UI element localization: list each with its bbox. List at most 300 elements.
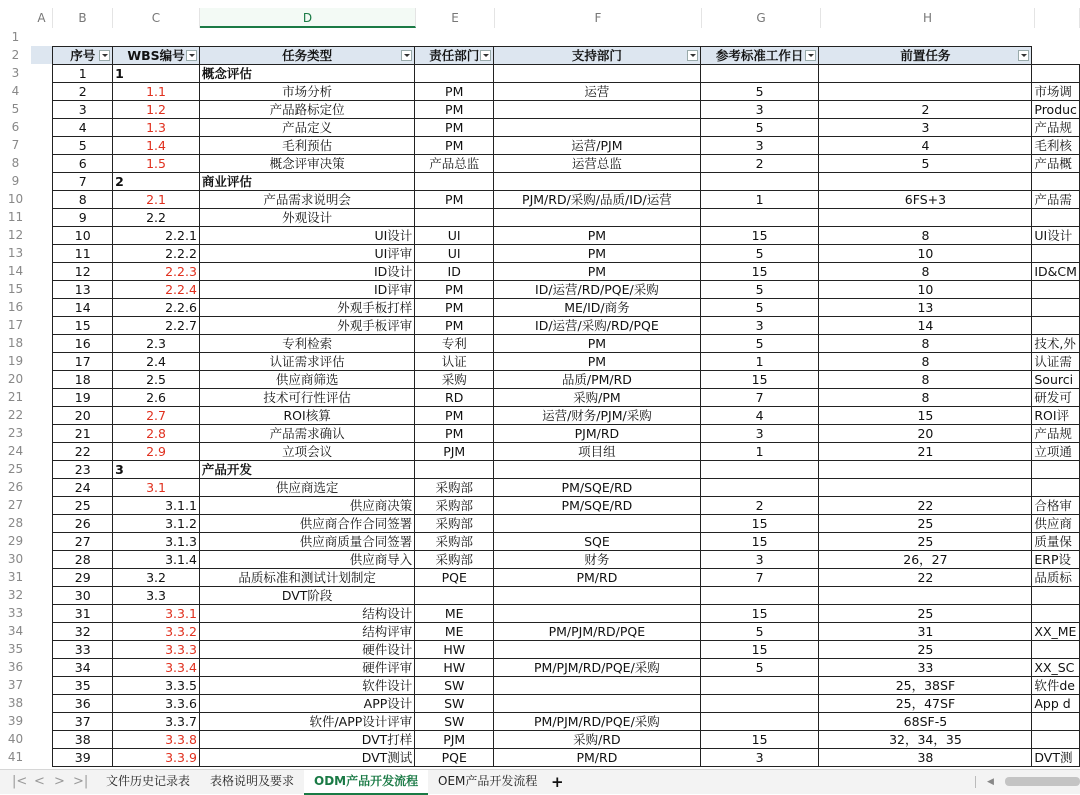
owner-cell[interactable]: PM bbox=[415, 316, 494, 334]
predecessor-cell[interactable]: 22 bbox=[819, 496, 1032, 514]
support-cell[interactable]: PM/PJM/RD/PQE/采购 bbox=[494, 712, 701, 730]
predecessor-cell[interactable]: 2 bbox=[819, 100, 1032, 118]
header-cell-std-workdays[interactable] bbox=[700, 46, 819, 64]
predecessor-cell[interactable]: 26，27 bbox=[819, 550, 1032, 568]
days-cell[interactable]: 5 bbox=[700, 334, 819, 352]
row-number[interactable]: 26 bbox=[7, 480, 24, 494]
days-cell[interactable]: 15 bbox=[700, 640, 819, 658]
seq-cell[interactable]: 6 bbox=[53, 154, 113, 172]
sheet-tab-file-history[interactable]: 文件历史记录表 bbox=[106, 774, 191, 788]
empty-cell[interactable] bbox=[31, 82, 53, 100]
support-cell[interactable] bbox=[494, 676, 701, 694]
task-cell[interactable]: UI评审 bbox=[199, 244, 414, 262]
row-number[interactable]: 35 bbox=[7, 642, 24, 656]
column-letter[interactable] bbox=[1035, 8, 1080, 28]
extra-cell[interactable]: 供应商 bbox=[1032, 514, 1080, 532]
owner-cell[interactable]: PQE bbox=[415, 568, 494, 586]
seq-cell[interactable]: 8 bbox=[53, 190, 113, 208]
predecessor-cell[interactable]: 8 bbox=[819, 226, 1032, 244]
empty-cell[interactable] bbox=[31, 226, 53, 244]
days-cell[interactable]: 15 bbox=[700, 532, 819, 550]
task-cell[interactable]: ID设计 bbox=[199, 262, 414, 280]
empty-cell[interactable] bbox=[31, 640, 53, 658]
wbs-cell[interactable]: 2.2.3 bbox=[113, 262, 200, 280]
prev-sheet-nav-icon[interactable]: < bbox=[34, 774, 45, 789]
predecessor-cell[interactable]: 5 bbox=[819, 154, 1032, 172]
seq-cell[interactable]: 10 bbox=[53, 226, 113, 244]
days-cell[interactable]: 3 bbox=[700, 550, 819, 568]
support-cell[interactable]: 财务 bbox=[494, 550, 701, 568]
scroll-divider[interactable] bbox=[975, 776, 976, 788]
owner-cell[interactable]: PM bbox=[415, 298, 494, 316]
wbs-cell[interactable]: 3.3.5 bbox=[113, 676, 200, 694]
wbs-cell[interactable]: 3.3.3 bbox=[113, 640, 200, 658]
wbs-cell[interactable]: 2.2.6 bbox=[113, 298, 200, 316]
row-number[interactable]: 28 bbox=[7, 516, 24, 530]
task-cell[interactable]: 硬件设计 bbox=[199, 640, 414, 658]
empty-cell[interactable] bbox=[31, 46, 53, 64]
support-cell[interactable]: PJM/RD bbox=[494, 424, 701, 442]
empty-cell[interactable] bbox=[31, 406, 53, 424]
wbs-cell[interactable]: 2.7 bbox=[113, 406, 200, 424]
owner-cell[interactable]: PJM bbox=[415, 730, 494, 748]
extra-cell[interactable] bbox=[1032, 640, 1080, 658]
support-cell[interactable]: PM bbox=[494, 334, 701, 352]
days-cell[interactable]: 5 bbox=[700, 118, 819, 136]
predecessor-cell[interactable] bbox=[819, 64, 1032, 82]
owner-cell[interactable]: ID bbox=[415, 262, 494, 280]
row-number[interactable]: 39 bbox=[7, 714, 24, 728]
seq-cell[interactable]: 13 bbox=[53, 280, 113, 298]
task-cell[interactable]: 硬件评审 bbox=[199, 658, 414, 676]
extra-cell[interactable] bbox=[1032, 280, 1080, 298]
empty-cell[interactable] bbox=[31, 172, 53, 190]
seq-cell[interactable]: 33 bbox=[53, 640, 113, 658]
support-cell[interactable]: 项目组 bbox=[494, 442, 701, 460]
support-cell[interactable] bbox=[494, 100, 701, 118]
wbs-cell[interactable]: 3.3.6 bbox=[113, 694, 200, 712]
seq-cell[interactable]: 21 bbox=[53, 424, 113, 442]
row-number[interactable]: 31 bbox=[7, 570, 24, 584]
predecessor-cell[interactable] bbox=[819, 478, 1032, 496]
column-letter[interactable]: D bbox=[200, 8, 416, 28]
wbs-cell[interactable]: 3.3.9 bbox=[113, 748, 200, 766]
owner-cell[interactable]: HW bbox=[415, 640, 494, 658]
extra-cell[interactable] bbox=[1032, 244, 1080, 262]
seq-cell[interactable]: 38 bbox=[53, 730, 113, 748]
owner-cell[interactable]: UI bbox=[415, 244, 494, 262]
seq-cell[interactable]: 19 bbox=[53, 388, 113, 406]
owner-cell[interactable]: PM bbox=[415, 406, 494, 424]
days-cell[interactable]: 5 bbox=[700, 622, 819, 640]
task-cell[interactable]: 专利检索 bbox=[199, 334, 414, 352]
predecessor-cell[interactable]: 10 bbox=[819, 280, 1032, 298]
extra-cell[interactable]: 产品需 bbox=[1032, 190, 1080, 208]
wbs-cell[interactable]: 2.2.1 bbox=[113, 226, 200, 244]
seq-cell[interactable]: 9 bbox=[53, 208, 113, 226]
task-cell[interactable]: 供应商选定 bbox=[199, 478, 414, 496]
support-cell[interactable]: PJM/RD/采购/品质/ID/运营 bbox=[494, 190, 701, 208]
owner-cell[interactable]: PM bbox=[415, 100, 494, 118]
days-cell[interactable]: 7 bbox=[700, 388, 819, 406]
days-cell[interactable]: 5 bbox=[700, 82, 819, 100]
header-cell-task-type[interactable] bbox=[199, 46, 414, 64]
predecessor-cell[interactable] bbox=[819, 82, 1032, 100]
seq-cell[interactable]: 14 bbox=[53, 298, 113, 316]
days-cell[interactable] bbox=[700, 478, 819, 496]
header-cell-support-dept[interactable] bbox=[494, 46, 701, 64]
support-cell[interactable]: 品质/PM/RD bbox=[494, 370, 701, 388]
extra-cell[interactable]: Produc bbox=[1032, 100, 1080, 118]
wbs-cell[interactable]: 1 bbox=[113, 64, 200, 82]
task-cell[interactable]: 供应商合作合同签署 bbox=[199, 514, 414, 532]
filter-dropdown-icon[interactable] bbox=[687, 50, 698, 61]
wbs-cell[interactable]: 3.1.3 bbox=[113, 532, 200, 550]
wbs-cell[interactable]: 3.1.2 bbox=[113, 514, 200, 532]
predecessor-cell[interactable]: 25 bbox=[819, 640, 1032, 658]
seq-cell[interactable]: 37 bbox=[53, 712, 113, 730]
wbs-cell[interactable]: 1.3 bbox=[113, 118, 200, 136]
row-number[interactable]: 19 bbox=[7, 354, 24, 368]
wbs-cell[interactable]: 3.2 bbox=[113, 568, 200, 586]
days-cell[interactable] bbox=[700, 586, 819, 604]
predecessor-cell[interactable]: 14 bbox=[819, 316, 1032, 334]
support-cell[interactable]: PM bbox=[494, 262, 701, 280]
extra-cell[interactable] bbox=[1032, 460, 1080, 478]
days-cell[interactable]: 15 bbox=[700, 514, 819, 532]
row-number[interactable]: 11 bbox=[7, 210, 24, 224]
predecessor-cell[interactable]: 8 bbox=[819, 334, 1032, 352]
days-cell[interactable]: 3 bbox=[700, 100, 819, 118]
wbs-cell[interactable]: 3.3 bbox=[113, 586, 200, 604]
extra-cell[interactable] bbox=[1032, 586, 1080, 604]
task-cell[interactable]: 概念评估 bbox=[199, 64, 414, 82]
support-cell[interactable] bbox=[494, 640, 701, 658]
predecessor-cell[interactable]: 25 bbox=[819, 532, 1032, 550]
seq-cell[interactable]: 22 bbox=[53, 442, 113, 460]
empty-cell[interactable] bbox=[31, 604, 53, 622]
row-number[interactable]: 38 bbox=[7, 696, 24, 710]
row-number[interactable]: 4 bbox=[11, 84, 20, 98]
days-cell[interactable]: 4 bbox=[700, 406, 819, 424]
predecessor-cell[interactable]: 3 bbox=[819, 118, 1032, 136]
empty-cell[interactable] bbox=[31, 568, 53, 586]
owner-cell[interactable]: PQE bbox=[415, 748, 494, 766]
wbs-cell[interactable]: 2.4 bbox=[113, 352, 200, 370]
days-cell[interactable]: 5 bbox=[700, 658, 819, 676]
days-cell[interactable] bbox=[700, 460, 819, 478]
extra-cell[interactable]: 毛利核 bbox=[1032, 136, 1080, 154]
days-cell[interactable] bbox=[700, 676, 819, 694]
row-number[interactable]: 22 bbox=[7, 408, 24, 422]
support-cell[interactable]: PM/SQE/RD bbox=[494, 478, 701, 496]
empty-cell[interactable] bbox=[31, 100, 53, 118]
task-cell[interactable]: 外观设计 bbox=[199, 208, 414, 226]
task-cell[interactable]: DVT阶段 bbox=[199, 586, 414, 604]
extra-cell[interactable]: 品质标 bbox=[1032, 568, 1080, 586]
days-cell[interactable]: 1 bbox=[700, 190, 819, 208]
add-sheet-button[interactable]: + bbox=[551, 773, 564, 791]
extra-cell[interactable]: DVT测 bbox=[1032, 748, 1080, 766]
seq-cell[interactable]: 2 bbox=[53, 82, 113, 100]
extra-cell[interactable]: 产品规 bbox=[1032, 118, 1080, 136]
days-cell[interactable]: 1 bbox=[700, 352, 819, 370]
task-cell[interactable]: 外观手板打样 bbox=[199, 298, 414, 316]
seq-cell[interactable]: 7 bbox=[53, 172, 113, 190]
horizontal-scrollbar-thumb[interactable] bbox=[1005, 777, 1080, 786]
empty-cell[interactable] bbox=[31, 550, 53, 568]
owner-cell[interactable]: 采购部 bbox=[415, 532, 494, 550]
support-cell[interactable]: PM bbox=[494, 352, 701, 370]
seq-cell[interactable]: 17 bbox=[53, 352, 113, 370]
row-number[interactable]: 20 bbox=[7, 372, 24, 386]
column-letter[interactable]: G bbox=[702, 8, 821, 28]
task-cell[interactable]: 技术可行性评估 bbox=[199, 388, 414, 406]
task-cell[interactable]: 结构评审 bbox=[199, 622, 414, 640]
extra-cell[interactable]: 市场调 bbox=[1032, 82, 1080, 100]
row-number[interactable]: 37 bbox=[7, 678, 24, 692]
filter-dropdown-icon[interactable] bbox=[401, 50, 412, 61]
support-cell[interactable]: PM/RD bbox=[494, 748, 701, 766]
empty-cell[interactable] bbox=[31, 586, 53, 604]
support-cell[interactable]: 采购/PM bbox=[494, 388, 701, 406]
support-cell[interactable] bbox=[494, 604, 701, 622]
predecessor-cell[interactable]: 4 bbox=[819, 136, 1032, 154]
seq-cell[interactable]: 12 bbox=[53, 262, 113, 280]
task-cell[interactable]: 外观手板评审 bbox=[199, 316, 414, 334]
row-number[interactable]: 9 bbox=[11, 174, 20, 188]
owner-cell[interactable]: 采购部 bbox=[415, 514, 494, 532]
wbs-cell[interactable]: 3.3.8 bbox=[113, 730, 200, 748]
support-cell[interactable] bbox=[494, 460, 701, 478]
seq-cell[interactable]: 36 bbox=[53, 694, 113, 712]
owner-cell[interactable] bbox=[415, 586, 494, 604]
predecessor-cell[interactable]: 22 bbox=[819, 568, 1032, 586]
support-cell[interactable]: PM/SQE/RD bbox=[494, 496, 701, 514]
support-cell[interactable] bbox=[494, 64, 701, 82]
owner-cell[interactable]: 采购部 bbox=[415, 550, 494, 568]
task-cell[interactable]: APP设计 bbox=[199, 694, 414, 712]
task-cell[interactable]: DVT打样 bbox=[199, 730, 414, 748]
row-number[interactable]: 16 bbox=[7, 300, 24, 314]
wbs-cell[interactable]: 3.1 bbox=[113, 478, 200, 496]
extra-cell[interactable] bbox=[1032, 64, 1080, 82]
days-cell[interactable]: 15 bbox=[700, 730, 819, 748]
predecessor-cell[interactable]: 25，47SF bbox=[819, 694, 1032, 712]
support-cell[interactable] bbox=[494, 586, 701, 604]
empty-cell[interactable] bbox=[31, 352, 53, 370]
owner-cell[interactable]: HW bbox=[415, 658, 494, 676]
predecessor-cell[interactable]: 15 bbox=[819, 406, 1032, 424]
days-cell[interactable]: 15 bbox=[700, 262, 819, 280]
predecessor-cell[interactable] bbox=[819, 586, 1032, 604]
owner-cell[interactable] bbox=[415, 172, 494, 190]
seq-cell[interactable]: 30 bbox=[53, 586, 113, 604]
empty-cell[interactable] bbox=[31, 280, 53, 298]
owner-cell[interactable]: PM bbox=[415, 190, 494, 208]
empty-cell[interactable] bbox=[31, 64, 53, 82]
empty-cell[interactable] bbox=[31, 244, 53, 262]
owner-cell[interactable]: UI bbox=[415, 226, 494, 244]
column-letter[interactable]: A bbox=[31, 8, 53, 28]
spreadsheet-grid[interactable] bbox=[31, 28, 1080, 769]
empty-cell[interactable] bbox=[31, 298, 53, 316]
wbs-cell[interactable]: 2.1 bbox=[113, 190, 200, 208]
owner-cell[interactable] bbox=[415, 460, 494, 478]
days-cell[interactable] bbox=[700, 208, 819, 226]
seq-cell[interactable]: 23 bbox=[53, 460, 113, 478]
row-number[interactable]: 2 bbox=[11, 48, 20, 62]
extra-cell[interactable]: 立项通 bbox=[1032, 442, 1080, 460]
extra-cell[interactable]: 认证需 bbox=[1032, 352, 1080, 370]
row-number[interactable]: 5 bbox=[11, 102, 20, 116]
days-cell[interactable]: 15 bbox=[700, 370, 819, 388]
support-cell[interactable]: ID/运营/RD/PQE/采购 bbox=[494, 280, 701, 298]
sheet-tab-oem-process[interactable]: OEM产品开发流程 bbox=[438, 774, 538, 788]
days-cell[interactable]: 1 bbox=[700, 442, 819, 460]
extra-cell[interactable]: 研发可 bbox=[1032, 388, 1080, 406]
wbs-cell[interactable]: 2.2.7 bbox=[113, 316, 200, 334]
predecessor-cell[interactable]: 10 bbox=[819, 244, 1032, 262]
seq-cell[interactable]: 1 bbox=[53, 64, 113, 82]
empty-cell[interactable] bbox=[31, 28, 53, 46]
extra-cell[interactable]: XX_SC bbox=[1032, 658, 1080, 676]
row-number[interactable]: 41 bbox=[7, 750, 24, 764]
predecessor-cell[interactable]: 25，38SF bbox=[819, 676, 1032, 694]
row-number[interactable]: 34 bbox=[7, 624, 24, 638]
empty-cell[interactable] bbox=[31, 748, 53, 766]
extra-cell[interactable]: 质量保 bbox=[1032, 532, 1080, 550]
owner-cell[interactable]: 产品总监 bbox=[415, 154, 494, 172]
seq-cell[interactable]: 31 bbox=[53, 604, 113, 622]
row-number[interactable]: 18 bbox=[7, 336, 24, 350]
task-cell[interactable]: 品质标准和测试计划制定 bbox=[199, 568, 414, 586]
seq-cell[interactable]: 28 bbox=[53, 550, 113, 568]
extra-cell[interactable]: ROI评 bbox=[1032, 406, 1080, 424]
task-cell[interactable]: UI设计 bbox=[199, 226, 414, 244]
empty-cell[interactable] bbox=[31, 370, 53, 388]
task-cell[interactable]: 认证需求评估 bbox=[199, 352, 414, 370]
empty-cell[interactable] bbox=[31, 694, 53, 712]
empty-cell[interactable] bbox=[494, 28, 701, 46]
owner-cell[interactable]: RD bbox=[415, 388, 494, 406]
owner-cell[interactable]: ME bbox=[415, 622, 494, 640]
first-sheet-nav-icon[interactable]: |< bbox=[12, 774, 28, 789]
empty-cell[interactable] bbox=[113, 28, 200, 46]
wbs-cell[interactable]: 2.3 bbox=[113, 334, 200, 352]
task-cell[interactable]: 产品路标定位 bbox=[199, 100, 414, 118]
owner-cell[interactable]: SW bbox=[415, 676, 494, 694]
row-number[interactable]: 12 bbox=[7, 228, 24, 242]
extra-cell[interactable]: 合格审 bbox=[1032, 496, 1080, 514]
row-number[interactable]: 6 bbox=[11, 120, 20, 134]
header-cell-owner-dept[interactable] bbox=[415, 46, 494, 64]
filter-dropdown-icon[interactable] bbox=[805, 50, 816, 61]
task-cell[interactable]: ROI核算 bbox=[199, 406, 414, 424]
predecessor-cell[interactable] bbox=[819, 208, 1032, 226]
seq-cell[interactable]: 26 bbox=[53, 514, 113, 532]
column-letter[interactable]: F bbox=[495, 8, 702, 28]
support-cell[interactable] bbox=[494, 208, 701, 226]
seq-cell[interactable]: 18 bbox=[53, 370, 113, 388]
row-number[interactable]: 8 bbox=[11, 156, 20, 170]
extra-cell[interactable]: ID&CM bbox=[1032, 262, 1080, 280]
task-cell[interactable]: 概念评审决策 bbox=[199, 154, 414, 172]
support-cell[interactable] bbox=[494, 694, 701, 712]
row-number[interactable]: 1 bbox=[11, 30, 20, 44]
scroll-left-icon[interactable]: ◀ bbox=[987, 777, 994, 787]
owner-cell[interactable]: ME bbox=[415, 604, 494, 622]
seq-cell[interactable]: 16 bbox=[53, 334, 113, 352]
days-cell[interactable] bbox=[700, 172, 819, 190]
row-number[interactable]: 33 bbox=[7, 606, 24, 620]
support-cell[interactable]: PM/PJM/RD/PQE bbox=[494, 622, 701, 640]
owner-cell[interactable]: 采购部 bbox=[415, 496, 494, 514]
support-cell[interactable]: PM bbox=[494, 226, 701, 244]
owner-cell[interactable]: PM bbox=[415, 280, 494, 298]
row-number[interactable]: 17 bbox=[7, 318, 24, 332]
wbs-cell[interactable]: 2.6 bbox=[113, 388, 200, 406]
empty-cell[interactable] bbox=[31, 622, 53, 640]
extra-cell[interactable]: 产品概 bbox=[1032, 154, 1080, 172]
seq-cell[interactable]: 32 bbox=[53, 622, 113, 640]
task-cell[interactable]: 产品需求确认 bbox=[199, 424, 414, 442]
days-cell[interactable]: 5 bbox=[700, 280, 819, 298]
wbs-cell[interactable]: 1.1 bbox=[113, 82, 200, 100]
extra-cell[interactable]: XX_ME bbox=[1032, 622, 1080, 640]
support-cell[interactable]: ID/运营/采购/RD/PQE bbox=[494, 316, 701, 334]
owner-cell[interactable]: 专利 bbox=[415, 334, 494, 352]
extra-cell[interactable]: UI设计 bbox=[1032, 226, 1080, 244]
extra-cell[interactable]: 软件de bbox=[1032, 676, 1080, 694]
days-cell[interactable]: 15 bbox=[700, 604, 819, 622]
wbs-cell[interactable]: 3 bbox=[113, 460, 200, 478]
row-number[interactable]: 21 bbox=[7, 390, 24, 404]
empty-cell[interactable] bbox=[31, 676, 53, 694]
empty-cell[interactable] bbox=[31, 262, 53, 280]
filter-dropdown-icon[interactable] bbox=[99, 50, 110, 61]
predecessor-cell[interactable]: 6FS+3 bbox=[819, 190, 1032, 208]
owner-cell[interactable]: PM bbox=[415, 82, 494, 100]
empty-cell[interactable] bbox=[31, 712, 53, 730]
owner-cell[interactable] bbox=[415, 64, 494, 82]
extra-cell[interactable] bbox=[1032, 712, 1080, 730]
column-letter[interactable]: C bbox=[113, 8, 200, 28]
seq-cell[interactable]: 11 bbox=[53, 244, 113, 262]
support-cell[interactable] bbox=[494, 172, 701, 190]
days-cell[interactable]: 3 bbox=[700, 748, 819, 766]
task-cell[interactable]: DVT测试 bbox=[199, 748, 414, 766]
predecessor-cell[interactable]: 13 bbox=[819, 298, 1032, 316]
empty-cell[interactable] bbox=[31, 118, 53, 136]
days-cell[interactable]: 5 bbox=[700, 298, 819, 316]
header-cell-wbs[interactable] bbox=[113, 46, 200, 64]
predecessor-cell[interactable]: 8 bbox=[819, 352, 1032, 370]
empty-cell[interactable] bbox=[31, 442, 53, 460]
seq-cell[interactable]: 25 bbox=[53, 496, 113, 514]
wbs-cell[interactable]: 3.3.2 bbox=[113, 622, 200, 640]
column-letter[interactable]: B bbox=[53, 8, 113, 28]
task-cell[interactable]: 软件设计 bbox=[199, 676, 414, 694]
wbs-cell[interactable]: 3.1.4 bbox=[113, 550, 200, 568]
empty-cell[interactable] bbox=[53, 28, 113, 46]
empty-cell[interactable] bbox=[31, 532, 53, 550]
row-number[interactable]: 36 bbox=[7, 660, 24, 674]
filter-dropdown-icon[interactable] bbox=[480, 50, 491, 61]
next-sheet-nav-icon[interactable]: > bbox=[54, 774, 65, 789]
seq-cell[interactable]: 35 bbox=[53, 676, 113, 694]
days-cell[interactable]: 7 bbox=[700, 568, 819, 586]
